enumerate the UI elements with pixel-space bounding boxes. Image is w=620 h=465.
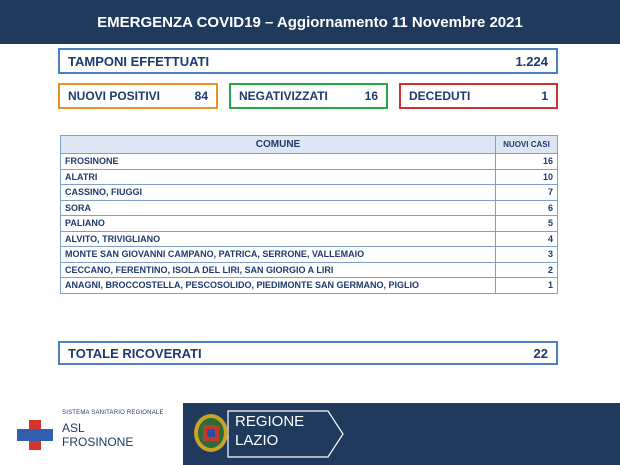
table-row: [61, 231, 558, 247]
comune-cell: ALVITO, TRIVIGLIANO: [61, 231, 496, 247]
table-row: [61, 216, 558, 232]
negativizzati-value: 16: [364, 89, 378, 103]
tamponi-value: 1.224: [515, 53, 548, 69]
asl-name: FROSINONE: [62, 435, 134, 449]
deceduti-label: DECEDUTI: [409, 89, 471, 103]
header-nuovi-casi: NUOVI CASI: [496, 136, 558, 154]
casi-cell: 7: [496, 185, 558, 201]
comune-cell: FROSINONE: [61, 154, 496, 170]
regione-branding: [183, 403, 620, 465]
casi-cell: 16: [496, 154, 558, 170]
table-row: [61, 185, 558, 201]
table-header-row: [61, 136, 558, 154]
casi-cell: 10: [496, 169, 558, 185]
comune-cell: SORA: [61, 200, 496, 216]
comune-cell: MONTE SAN GIOVANNI CAMPANO, PATRICA, SERRONE, VALLEMAIO: [61, 247, 496, 263]
table-row: [61, 262, 558, 278]
ricoverati-box: [58, 341, 558, 365]
casi-cell: 5: [496, 216, 558, 232]
casi-cell: 3: [496, 247, 558, 263]
page-title: EMERGENZA COVID19 – Aggiornamento 11 Novembre 2021: [97, 13, 523, 31]
tamponi-box: [58, 48, 558, 74]
nuovi-positivi-box: [58, 83, 218, 109]
nuovi-positivi-label: NUOVI POSITIVI: [68, 89, 161, 103]
casi-cell: 4: [496, 231, 558, 247]
deceduti-box: [399, 83, 558, 109]
page-header: [0, 0, 620, 44]
ricoverati-value: 22: [533, 345, 548, 361]
asl-branding: [0, 403, 183, 465]
asl-label: ASL: [62, 421, 85, 435]
regione-label: [235, 412, 304, 450]
ricoverati-label: TOTALE RICOVERATI: [68, 345, 202, 361]
comune-cell: PALIANO: [61, 216, 496, 232]
negativizzati-box: [229, 83, 388, 109]
regione-line1: REGIONE: [235, 413, 305, 430]
casi-cell: 1: [496, 278, 558, 294]
comune-cell: ANAGNI, BROCCOSTELLA, PESCOSOLIDO, PIEDIMONTE SAN GERMANO, PIGLIO: [61, 278, 496, 294]
table-row: [61, 247, 558, 263]
comune-cell: CASSINO, FIUGGI: [61, 185, 496, 201]
lazio-seal-icon: [193, 413, 229, 453]
table-row: [61, 200, 558, 216]
ssr-label: SISTEMA SANITARIO REGIONALE: [62, 410, 164, 416]
casi-cell: 6: [496, 200, 558, 216]
casi-cell: 2: [496, 262, 558, 278]
table-row: [61, 169, 558, 185]
negativizzati-label: NEGATIVIZZATI: [239, 89, 328, 103]
table-row: [61, 278, 558, 294]
regione-line2: LAZIO: [235, 432, 279, 449]
red-blue-cross-icon: [17, 420, 53, 450]
header-comune: COMUNE: [61, 136, 496, 154]
footer: [0, 403, 620, 465]
deceduti-value: 1: [541, 89, 548, 103]
comune-cell: ALATRI: [61, 169, 496, 185]
comune-cell: CECCANO, FERENTINO, ISOLA DEL LIRI, SAN GIORGIO A LIRI: [61, 262, 496, 278]
nuovi-positivi-value: 84: [194, 89, 208, 103]
table-row: [61, 154, 558, 170]
tamponi-label: TAMPONI EFFETTUATI: [68, 53, 210, 69]
comuni-table: [60, 135, 558, 294]
